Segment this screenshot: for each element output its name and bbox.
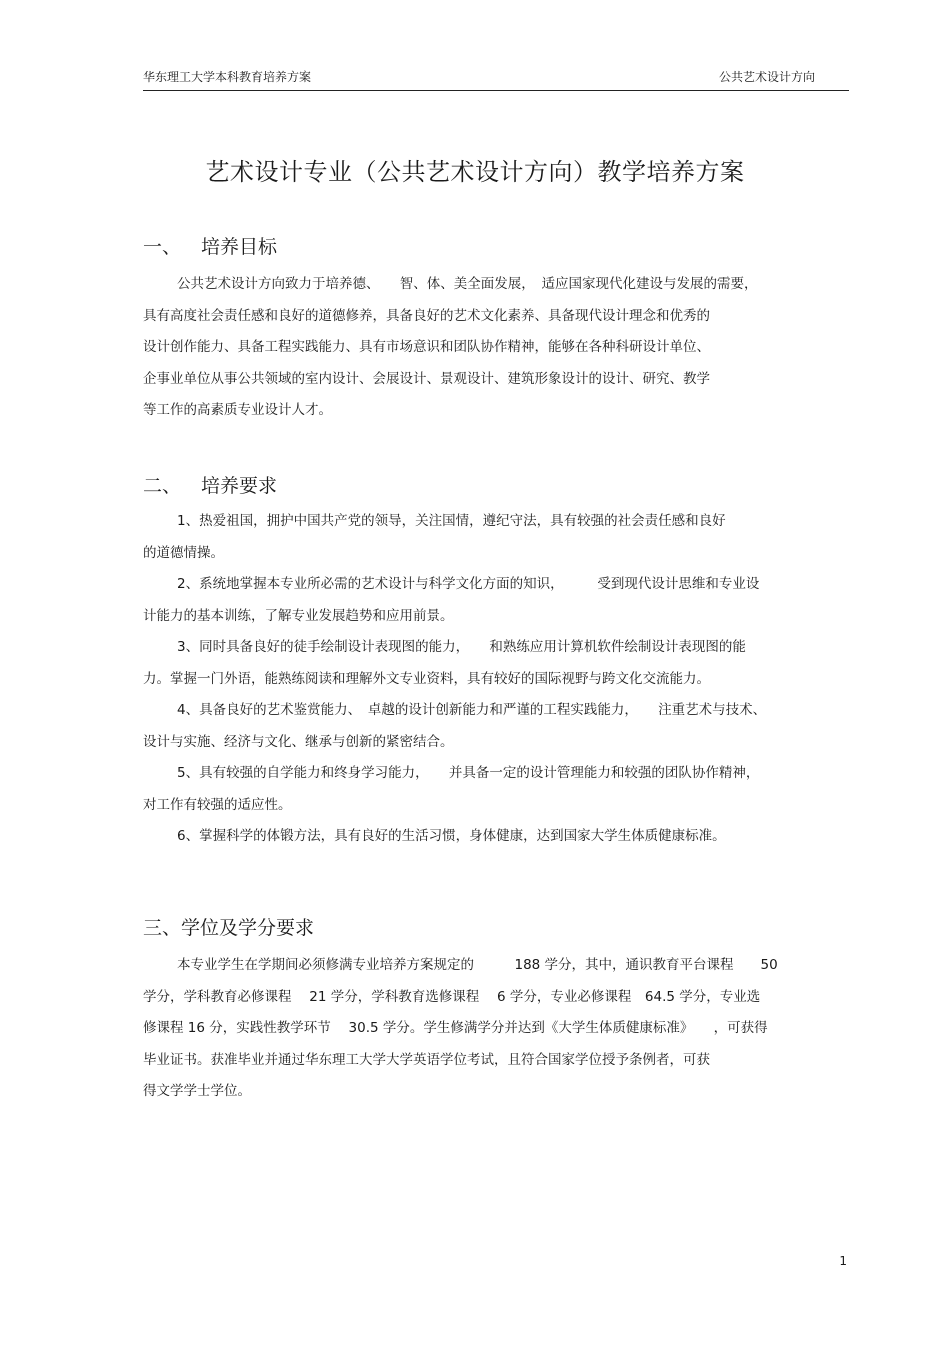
section-2-line: 对工作有较强的适应性。: [143, 796, 292, 813]
section-3-line: 修课程 16 分，实践性教学环节 30.5 学分。学生修满学分并达到《大学生体质健康标准》 ，可获得: [143, 1020, 768, 1036]
section-3-line: 学分，学科教育必修课程 21 学分，学科教育选修课程 6 学分，专业必修课程 64.5 学分，专业选: [143, 988, 761, 1005]
section-2-title: 培养要求: [201, 475, 278, 497]
section-3-line: 本专业学生在学期间必须修满专业培养方案规定的 188 学分，其中，通识教育平台课程 50: [177, 957, 778, 973]
section-2-number: 二、: [143, 475, 182, 497]
section-1-heading: [143, 232, 277, 259]
section-1-line: 设计创作能力、具备工程实践能力、具有市场意识和团队协作精神，能够在各种科研设计单位、: [143, 339, 710, 355]
section-1-body: [143, 269, 843, 427]
section-2-heading: [143, 471, 277, 498]
document-title: 艺术设计专业（公共艺术设计方向）教学培养方案: [205, 158, 745, 186]
section-2-line: 的道德情操。: [143, 544, 224, 561]
section-1-number: 一、: [143, 236, 182, 258]
section-3-heading: 三、学位及学分要求: [143, 917, 315, 939]
section-2-line: 力。掌握一门外语，能熟练阅读和理解外文专业资料，具有较好的国际视野与跨文化交流能力。: [143, 670, 710, 687]
section-3-line: 毕业证书。获准毕业并通过华东理工大学大学英语学位考试，且符合国家学位授予条例者，可获: [143, 1051, 710, 1068]
section-1-line: 企事业单位从事公共领域的室内设计、会展设计、景观设计、建筑形象设计的设计、研究、教学: [143, 370, 710, 387]
section-3-body: [143, 950, 843, 1108]
header-program-direction: 公共艺术设计方向: [718, 70, 815, 84]
section-2-line: 4、具备良好的艺术鉴赏能力、 卓越的设计创新能力和严谨的工程实践能力， 注重艺术与技术、: [177, 702, 767, 718]
section-2-line: 设计与实施、经济与文化、继承与创新的紧密结合。: [143, 733, 454, 750]
section-1-line: 公共艺术设计方向致力于培养德、 智、体、美全面发展， 适应国家现代化建设与发展的需要，: [177, 276, 758, 292]
page-number: 1: [839, 1254, 847, 1268]
section-2-line: 6、掌握科学的体锻方法，具有良好的生活习惯，身体健康，达到国家大学生体质健康标准。: [177, 828, 726, 844]
section-1-line: 具有高度社会责任感和良好的道德修养，具备良好的艺术文化素养、具备现代设计理念和优秀的: [143, 307, 710, 324]
section-1-line: 等工作的高素质专业设计人才。: [143, 402, 332, 418]
section-3-line: 得文学学士学位。: [143, 1083, 251, 1099]
page-header: [143, 66, 849, 91]
section-2-line: 计能力的基本训练，了解专业发展趋势和应用前景。: [143, 607, 454, 624]
section-1-title: 培养目标: [201, 236, 278, 258]
section-2-line: 3、同时具备良好的徒手绘制设计表现图的能力， 和熟练应用计算机软件绘制设计表现图的能: [177, 639, 746, 655]
section-2-line: 1、热爱祖国，拥护中国共产党的领导，关注国情，遵纪守法，具有较强的社会责任感和良好: [177, 513, 726, 529]
section-2-line: 5、具有较强的自学能力和终身学习能力， 并具备一定的设计管理能力和较强的团队协作精神，: [177, 765, 760, 781]
header-university-title: 华东理工大学本科教育培养方案: [143, 70, 312, 84]
section-2-line: 2、系统地掌握本专业所必需的艺术设计与科学文化方面的知识， 受到现代设计思维和专业设: [177, 576, 760, 592]
section-2-body: [143, 506, 843, 853]
